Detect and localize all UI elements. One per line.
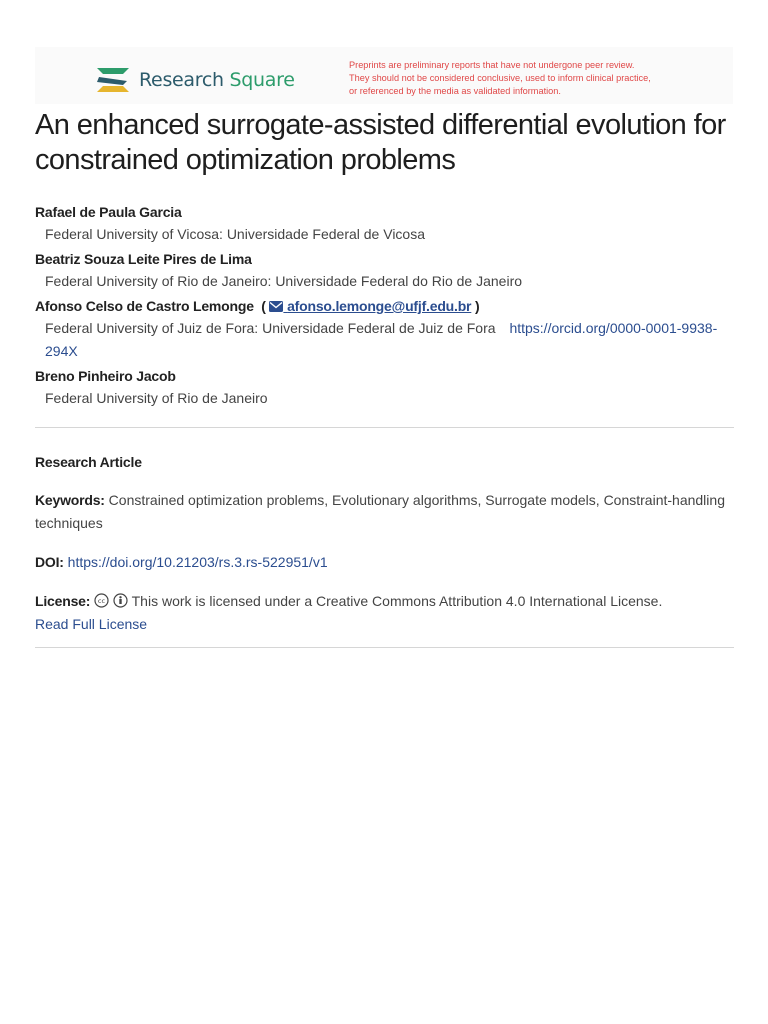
author-name: Beatriz Souza Leite Pires de Lima	[35, 251, 252, 267]
preprint-notice	[349, 59, 719, 98]
doi-link[interactable]: https://doi.org/10.21203/rs.3.rs-522951/v1	[67, 554, 328, 570]
author-name-row	[35, 295, 735, 317]
article-type: Research Article	[35, 454, 142, 470]
logo-square: Square	[229, 69, 295, 91]
author-affiliation: Federal University of Vicosa: Universidade Federal de Vicosa	[45, 226, 426, 242]
attribution-icon	[113, 593, 128, 608]
license-text: This work is licensed under a Creative Commons Attribution 4.0 International License.	[131, 593, 663, 609]
author-list	[35, 201, 735, 412]
read-full-license-link[interactable]: Read Full License	[35, 616, 148, 632]
author-name: Rafael de Paula Garcia	[35, 204, 182, 220]
author-affiliation: Federal University of Rio de Janeiro	[45, 390, 268, 406]
doi-label: DOI:	[35, 554, 64, 570]
author-email-link[interactable]	[269, 298, 471, 314]
doi-row	[35, 551, 735, 574]
notice-line: They should not be considered conclusive, used to inform clinical practice,	[349, 73, 651, 83]
paper-title: An enhanced surrogate-assisted differential evolution for constrained optimization problems	[35, 109, 726, 176]
envelope-icon	[269, 301, 283, 312]
author-entry	[35, 365, 735, 410]
creative-commons-icon	[94, 593, 109, 608]
research-square-logo-icon	[95, 65, 131, 95]
notice-line: or referenced by the media as validated information.	[349, 86, 561, 96]
author-email: afonso.lemonge@ufjf.edu.br	[287, 298, 472, 314]
author-name: Breno Pinheiro Jacob	[35, 368, 176, 384]
paren-close: )	[475, 298, 480, 314]
author-affiliation-row	[35, 317, 735, 363]
paren-open: (	[257, 298, 266, 314]
article-meta	[35, 451, 735, 652]
author-entry	[35, 201, 735, 246]
keywords-row	[35, 489, 735, 535]
license-row	[35, 590, 735, 636]
author-name: Afonso Celso de Castro Lemonge	[35, 298, 254, 314]
divider	[35, 647, 734, 648]
svg-text:cc: cc	[98, 597, 106, 605]
logo-research: Research	[139, 69, 224, 91]
logo-text	[139, 69, 295, 91]
license-label: License:	[35, 593, 91, 609]
author-entry	[35, 248, 735, 293]
research-square-logo[interactable]	[95, 65, 295, 95]
notice-line: Preprints are preliminary reports that have not undergone peer review.	[349, 60, 635, 70]
author-affiliation: Federal University of Juiz de Fora: Universidade Federal de Juiz de Fora	[45, 320, 496, 336]
author-entry	[35, 295, 735, 363]
author-affiliation: Federal University of Rio de Janeiro: Universidade Federal do Rio de Janeiro	[45, 273, 523, 289]
keywords-text: Constrained optimization problems, Evolutionary algorithms, Surrogate models, Constraint-handling techniques	[35, 492, 725, 531]
orcid-link[interactable]: https://orcid.org/0000-0001-9938-294X	[45, 320, 718, 359]
preprint-banner	[35, 47, 733, 104]
keywords-label: Keywords:	[35, 492, 105, 508]
divider	[35, 427, 734, 428]
